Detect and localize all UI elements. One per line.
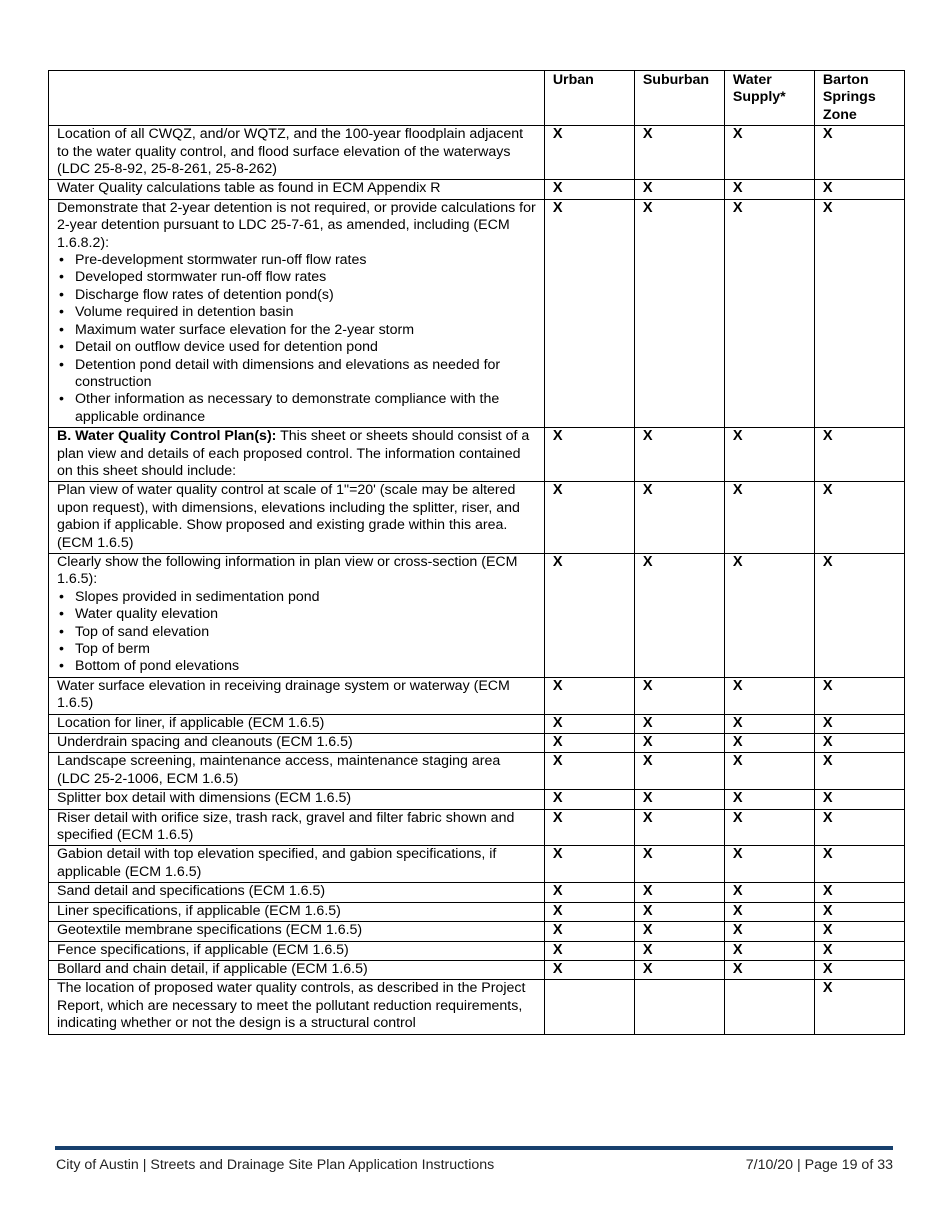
zone-cell <box>634 126 724 180</box>
zone-cell <box>634 980 724 1034</box>
list-item: • Detail on outflow device used for detention pond <box>75 339 536 356</box>
requirement-cell <box>49 753 545 790</box>
requirement-cell <box>49 180 545 199</box>
check-mark: X <box>732 846 743 863</box>
requirement-cell <box>49 922 545 941</box>
table-row <box>49 199 905 427</box>
zone-cell <box>724 922 814 941</box>
requirement-cell <box>49 790 545 809</box>
zone-cell <box>544 714 634 733</box>
check-mark: X <box>822 753 833 770</box>
check-mark: X <box>642 482 653 499</box>
check-mark: X <box>552 428 563 445</box>
check-mark: X <box>642 790 653 807</box>
header-zone-1: Urban <box>544 71 634 126</box>
requirement-text: Sand detail and specifications (ECM 1.6.5) <box>57 883 326 900</box>
zone-cell <box>544 980 634 1034</box>
zone-cell <box>634 753 724 790</box>
check-mark: X <box>822 809 833 826</box>
zone-cell <box>544 126 634 180</box>
zone-cell <box>814 922 904 941</box>
table-row <box>49 922 905 941</box>
zone-cell <box>634 482 724 554</box>
check-mark: X <box>552 960 563 977</box>
header-zone-3: Water Supply* <box>724 71 814 126</box>
zone-cell <box>814 883 904 902</box>
zone-cell <box>544 753 634 790</box>
requirement-text: Demonstrate that 2-year detention is not required, or provide calculations for 2-year detention pursuant to LDC 25-7-61, as amended, including (ECM 1.6.8.2): <box>57 199 536 251</box>
check-mark: X <box>552 126 563 143</box>
list-item: • Slopes provided in sedimentation pond <box>75 589 536 606</box>
check-mark: X <box>732 902 743 919</box>
zone-cell <box>634 941 724 960</box>
check-mark: X <box>822 922 833 939</box>
check-mark: X <box>552 846 563 863</box>
requirement-cell <box>49 714 545 733</box>
check-mark: X <box>552 553 563 570</box>
zone-cell <box>724 714 814 733</box>
table-row <box>49 790 905 809</box>
zone-cell <box>634 677 724 714</box>
requirement-text: Location of all CWQZ, and/or WQTZ, and the 100-year floodplain adjacent to the water quality control, and flood surface elevation of the waterways (LDC 25-8-92, 25-8-261, 25-8-262) <box>57 126 524 178</box>
zone-cell <box>634 809 724 846</box>
zone-cell <box>724 753 814 790</box>
zone-cell <box>814 960 904 979</box>
requirement-text: Underdrain spacing and cleanouts (ECM 1.6.5) <box>57 734 353 751</box>
list-item: • Other information as necessary to demonstrate compliance with the applicable ordinance <box>75 391 536 426</box>
check-mark: X <box>552 677 563 694</box>
check-mark: X <box>822 883 833 900</box>
requirement-cell <box>49 734 545 753</box>
check-mark: X <box>642 677 653 694</box>
check-mark: X <box>822 980 833 997</box>
check-mark: X <box>552 902 563 919</box>
requirement-text: Gabion detail with top elevation specified, and gabion specifications, if applicable (ECM 1.6.5) <box>57 846 497 880</box>
check-mark: X <box>642 126 653 143</box>
table-row <box>49 180 905 199</box>
check-mark: X <box>822 199 833 216</box>
check-mark: X <box>732 922 743 939</box>
header-row <box>49 71 905 126</box>
requirement-cell <box>49 902 545 921</box>
requirement-text: Riser detail with orifice size, trash rack, gravel and filter fabric shown and specified (ECM 1.6.5) <box>57 809 515 844</box>
zone-cell <box>634 714 724 733</box>
check-mark: X <box>732 809 743 826</box>
zone-cell <box>814 199 904 427</box>
check-mark: X <box>552 941 563 958</box>
zone-cell <box>544 941 634 960</box>
check-mark: X <box>822 960 833 977</box>
check-mark: X <box>822 677 833 694</box>
zone-cell <box>814 902 904 921</box>
list-item: • Top of berm <box>75 641 536 658</box>
zone-cell <box>724 553 814 677</box>
zone-cell <box>814 790 904 809</box>
requirement-cell <box>49 846 545 883</box>
check-mark: X <box>822 902 833 919</box>
list-item: • Pre-development stormwater run-off flow rates <box>75 252 536 269</box>
zone-cell <box>724 809 814 846</box>
requirement-cell <box>49 553 545 677</box>
requirement-text: Splitter box detail with dimensions (ECM 1.6.5) <box>57 790 352 807</box>
check-mark: X <box>732 734 743 751</box>
table-row <box>49 126 905 180</box>
zone-cell <box>724 126 814 180</box>
zone-cell <box>814 126 904 180</box>
list-item: • Maximum water surface elevation for the 2-year storm <box>75 322 536 339</box>
check-mark: X <box>642 753 653 770</box>
zone-cell <box>724 960 814 979</box>
check-mark: X <box>552 790 563 807</box>
table-row <box>49 846 905 883</box>
list-item: • Top of sand elevation <box>75 624 536 641</box>
requirement-cell <box>49 482 545 554</box>
requirement-cell <box>49 809 545 846</box>
check-mark: X <box>822 553 833 570</box>
zone-cell <box>724 790 814 809</box>
zone-cell <box>814 941 904 960</box>
check-mark: X <box>822 846 833 863</box>
check-mark: X <box>552 753 563 770</box>
requirement-list <box>57 589 536 676</box>
zone-cell <box>544 922 634 941</box>
check-mark: X <box>732 180 743 197</box>
zone-cell <box>634 553 724 677</box>
check-mark: X <box>732 714 743 731</box>
list-item: • Volume required in detention basin <box>75 304 536 321</box>
requirement-cell <box>49 980 545 1034</box>
footer-rule <box>55 1146 893 1150</box>
zone-cell <box>544 846 634 883</box>
requirement-list <box>57 252 536 426</box>
header-description <box>49 71 545 126</box>
zone-cell <box>724 980 814 1034</box>
check-mark: X <box>642 199 653 216</box>
check-mark: X <box>642 553 653 570</box>
zone-cell <box>544 553 634 677</box>
zone-cell <box>544 960 634 979</box>
check-mark: X <box>642 846 653 863</box>
check-mark: X <box>552 734 563 751</box>
zone-cell <box>724 902 814 921</box>
requirement-text: Bollard and chain detail, if applicable (ECM 1.6.5) <box>57 960 368 977</box>
zone-cell <box>814 809 904 846</box>
zone-cell <box>634 846 724 883</box>
zone-cell <box>544 482 634 554</box>
check-mark: X <box>822 790 833 807</box>
check-mark: X <box>822 714 833 731</box>
zone-cell <box>634 883 724 902</box>
check-mark: X <box>552 199 563 216</box>
requirement-text: The location of proposed water quality controls, as described in the Project Report, which are necessary to meet the pollutant reduction requirements, indicating whether or not the design is a structural control <box>57 980 526 1032</box>
check-mark: X <box>732 126 743 143</box>
zone-cell <box>544 428 634 482</box>
check-mark: X <box>552 482 563 499</box>
zone-cell <box>544 790 634 809</box>
check-mark: X <box>552 883 563 900</box>
zone-cell <box>724 199 814 427</box>
zone-cell <box>724 677 814 714</box>
zone-cell <box>634 199 724 427</box>
check-mark: X <box>732 753 743 770</box>
check-mark: X <box>822 941 833 958</box>
requirement-cell <box>49 126 545 180</box>
zone-cell <box>634 922 724 941</box>
footer-page-info: 7/10/20 | Page 19 of 33 <box>745 1157 893 1173</box>
check-mark: X <box>642 428 653 445</box>
check-mark: X <box>552 922 563 939</box>
check-mark: X <box>642 809 653 826</box>
header-zone-2: Suburban <box>634 71 724 126</box>
check-mark: X <box>552 180 563 197</box>
requirement-text: This sheet or sheets should consist of a plan view and details of each proposed control. The information contained on this sheet should include: <box>57 428 530 479</box>
zone-cell <box>724 846 814 883</box>
zone-cell <box>814 753 904 790</box>
table-row <box>49 941 905 960</box>
footer-document-title: City of Austin | Streets and Drainage Site Plan Application Instructions <box>56 1157 495 1173</box>
check-mark: X <box>822 482 833 499</box>
header-zone-4: Barton Springs Zone <box>814 71 904 126</box>
zone-cell <box>814 980 904 1034</box>
zone-cell <box>634 960 724 979</box>
requirement-cell <box>49 883 545 902</box>
list-item: • Discharge flow rates of detention pond(s) <box>75 287 536 304</box>
check-mark: X <box>642 902 653 919</box>
zone-cell <box>634 734 724 753</box>
table-row <box>49 482 905 554</box>
zone-cell <box>544 734 634 753</box>
check-mark: X <box>642 180 653 197</box>
zone-cell <box>544 180 634 199</box>
list-item: • Bottom of pond elevations <box>75 658 536 675</box>
table-row <box>49 428 905 482</box>
check-mark: X <box>642 714 653 731</box>
zone-cell <box>814 428 904 482</box>
requirement-text: Fence specifications, if applicable (ECM 1.6.5) <box>57 941 349 958</box>
table-row <box>49 753 905 790</box>
check-mark: X <box>732 553 743 570</box>
zone-cell <box>634 902 724 921</box>
check-mark: X <box>642 734 653 751</box>
check-mark: X <box>732 677 743 694</box>
table-row <box>49 734 905 753</box>
zone-cell <box>634 428 724 482</box>
zone-cell <box>544 199 634 427</box>
zone-cell <box>634 180 724 199</box>
zone-cell <box>724 482 814 554</box>
zone-cell <box>634 790 724 809</box>
zone-cell <box>724 180 814 199</box>
list-item: • Detention pond detail with dimensions and elevations as needed for construction <box>75 357 536 392</box>
table-row <box>49 883 905 902</box>
zone-cell <box>814 677 904 714</box>
list-item: • Developed stormwater run-off flow rates <box>75 269 536 286</box>
requirements-table <box>48 70 905 1035</box>
check-mark: X <box>732 790 743 807</box>
section-title: B. Water Quality Control Plan(s): <box>57 428 277 445</box>
zone-cell <box>724 734 814 753</box>
requirement-text: Landscape screening, maintenance access, maintenance staging area (LDC 25-2-1006, ECM 1.6.5) <box>57 753 501 787</box>
table-row <box>49 809 905 846</box>
check-mark: X <box>822 428 833 445</box>
check-mark: X <box>732 482 743 499</box>
table-row <box>49 960 905 979</box>
table-row <box>49 553 905 677</box>
zone-cell <box>814 180 904 199</box>
zone-cell <box>724 428 814 482</box>
requirement-text: Plan view of water quality control at scale of 1"=20' (scale may be altered upon request), with dimensions, elevations including the splitter, riser, and gabion if applicable. Show proposed and existing grade within this area. (ECM 1.6.5) <box>57 482 520 551</box>
requirement-text: Water Quality calculations table as found in ECM Appendix R <box>57 180 441 197</box>
check-mark: X <box>732 960 743 977</box>
zone-cell <box>544 902 634 921</box>
zone-cell <box>544 809 634 846</box>
zone-cell <box>814 734 904 753</box>
check-mark: X <box>642 922 653 939</box>
table-row <box>49 980 905 1034</box>
requirement-cell <box>49 960 545 979</box>
check-mark: X <box>822 126 833 143</box>
check-mark: X <box>822 734 833 751</box>
table-row <box>49 714 905 733</box>
zone-cell <box>544 883 634 902</box>
check-mark: X <box>732 199 743 216</box>
check-mark: X <box>552 714 563 731</box>
requirement-text: Geotextile membrane specifications (ECM 1.6.5) <box>57 922 363 939</box>
requirement-text: Clearly show the following information in plan view or cross-section (ECM 1.6.5): <box>57 553 518 588</box>
check-mark: X <box>642 960 653 977</box>
requirement-cell <box>49 677 545 714</box>
check-mark: X <box>732 428 743 445</box>
requirement-cell <box>49 941 545 960</box>
check-mark: X <box>822 180 833 197</box>
zone-cell <box>814 482 904 554</box>
check-mark: X <box>642 883 653 900</box>
requirement-cell <box>49 428 545 482</box>
zone-cell <box>724 941 814 960</box>
requirement-text: Water surface elevation in receiving drainage system or waterway (ECM 1.6.5) <box>57 677 510 712</box>
requirement-text: Liner specifications, if applicable (ECM 1.6.5) <box>57 902 341 919</box>
zone-cell <box>724 883 814 902</box>
requirement-cell <box>49 199 545 427</box>
check-mark: X <box>732 883 743 900</box>
zone-cell <box>814 846 904 883</box>
table-row <box>49 902 905 921</box>
table-row <box>49 677 905 714</box>
check-mark: X <box>642 941 653 958</box>
zone-cell <box>544 677 634 714</box>
zone-cell <box>814 714 904 733</box>
list-item: • Water quality elevation <box>75 606 536 623</box>
check-mark: X <box>732 941 743 958</box>
requirement-text: Location for liner, if applicable (ECM 1.6.5) <box>57 714 325 731</box>
table-body <box>49 126 905 1034</box>
check-mark: X <box>552 809 563 826</box>
zone-cell <box>814 553 904 677</box>
